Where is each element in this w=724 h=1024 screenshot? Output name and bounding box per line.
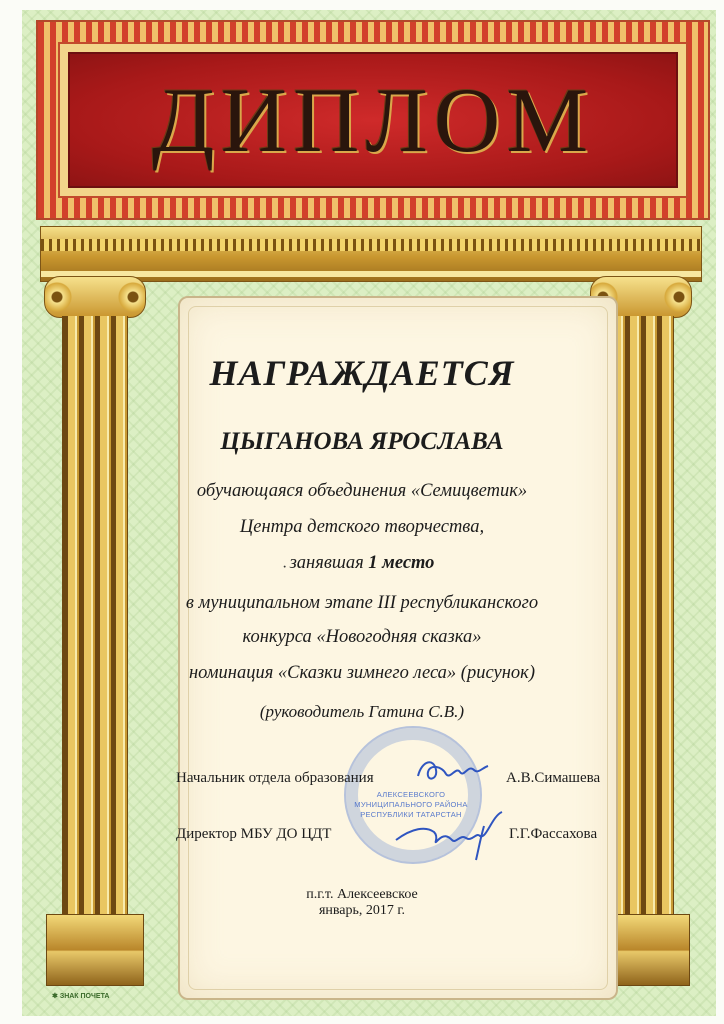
publisher-logo-text: ЗНАК ПОЧЕТА <box>59 993 110 1000</box>
award-line-6: номинация «Сказки зимнего леса» (рисунок) <box>188 663 536 683</box>
award-line-1: обучающаяся объединения «Семицветик» <box>196 481 528 501</box>
place-text: п.г.т. Алексеевское <box>306 887 418 902</box>
signatory-name-1: А.В.Симашева <box>506 770 601 786</box>
awarded-heading: НАГРАЖДАЕТСЯ <box>209 353 515 393</box>
left-column-shaft <box>62 316 128 916</box>
logo-star-icon: ✱ <box>52 993 60 1000</box>
header-banner <box>36 20 710 220</box>
signature-2 <box>392 806 512 864</box>
banner-title-field <box>68 52 678 188</box>
award-place: 1 место <box>368 553 435 573</box>
signatory-role-2: Директор МБУ ДО ЦДТ <box>176 826 332 842</box>
stray-dot: · <box>282 559 288 576</box>
left-column-capital <box>44 276 146 318</box>
award-line-3-text: занявшая <box>289 553 369 573</box>
banner-ornament-frame <box>58 42 688 198</box>
award-line-7: (руководитель Гатина С.В.) <box>259 702 465 721</box>
signature-1 <box>412 752 492 788</box>
publisher-logo <box>52 992 109 1000</box>
award-line-3 <box>0 553 724 574</box>
diploma-title: ДИПЛОМ <box>151 69 595 171</box>
signatory-role-1: Начальник отдела образования <box>176 770 374 786</box>
recipient-name: ЦЫГАНОВА ЯРОСЛАВА <box>220 428 504 455</box>
left-column-base <box>46 914 144 986</box>
entablature <box>40 226 702 282</box>
award-line-5: конкурса «Новогодняя сказка» <box>242 627 482 647</box>
stamp-text: АЛЕКСЕЕВСКОГО МУНИЦИПАЛЬНОГО РАЙОНА РЕСПУБЛИКИ ТАТАРСТАН <box>354 790 468 819</box>
date-text: январь, 2017 г. <box>318 903 406 918</box>
signatory-name-2: Г.Г.Фассахова <box>509 826 598 842</box>
award-line-4: в муниципальном этапе III республиканского <box>185 593 539 613</box>
award-line-2: Центра детского творчества, <box>239 517 485 537</box>
